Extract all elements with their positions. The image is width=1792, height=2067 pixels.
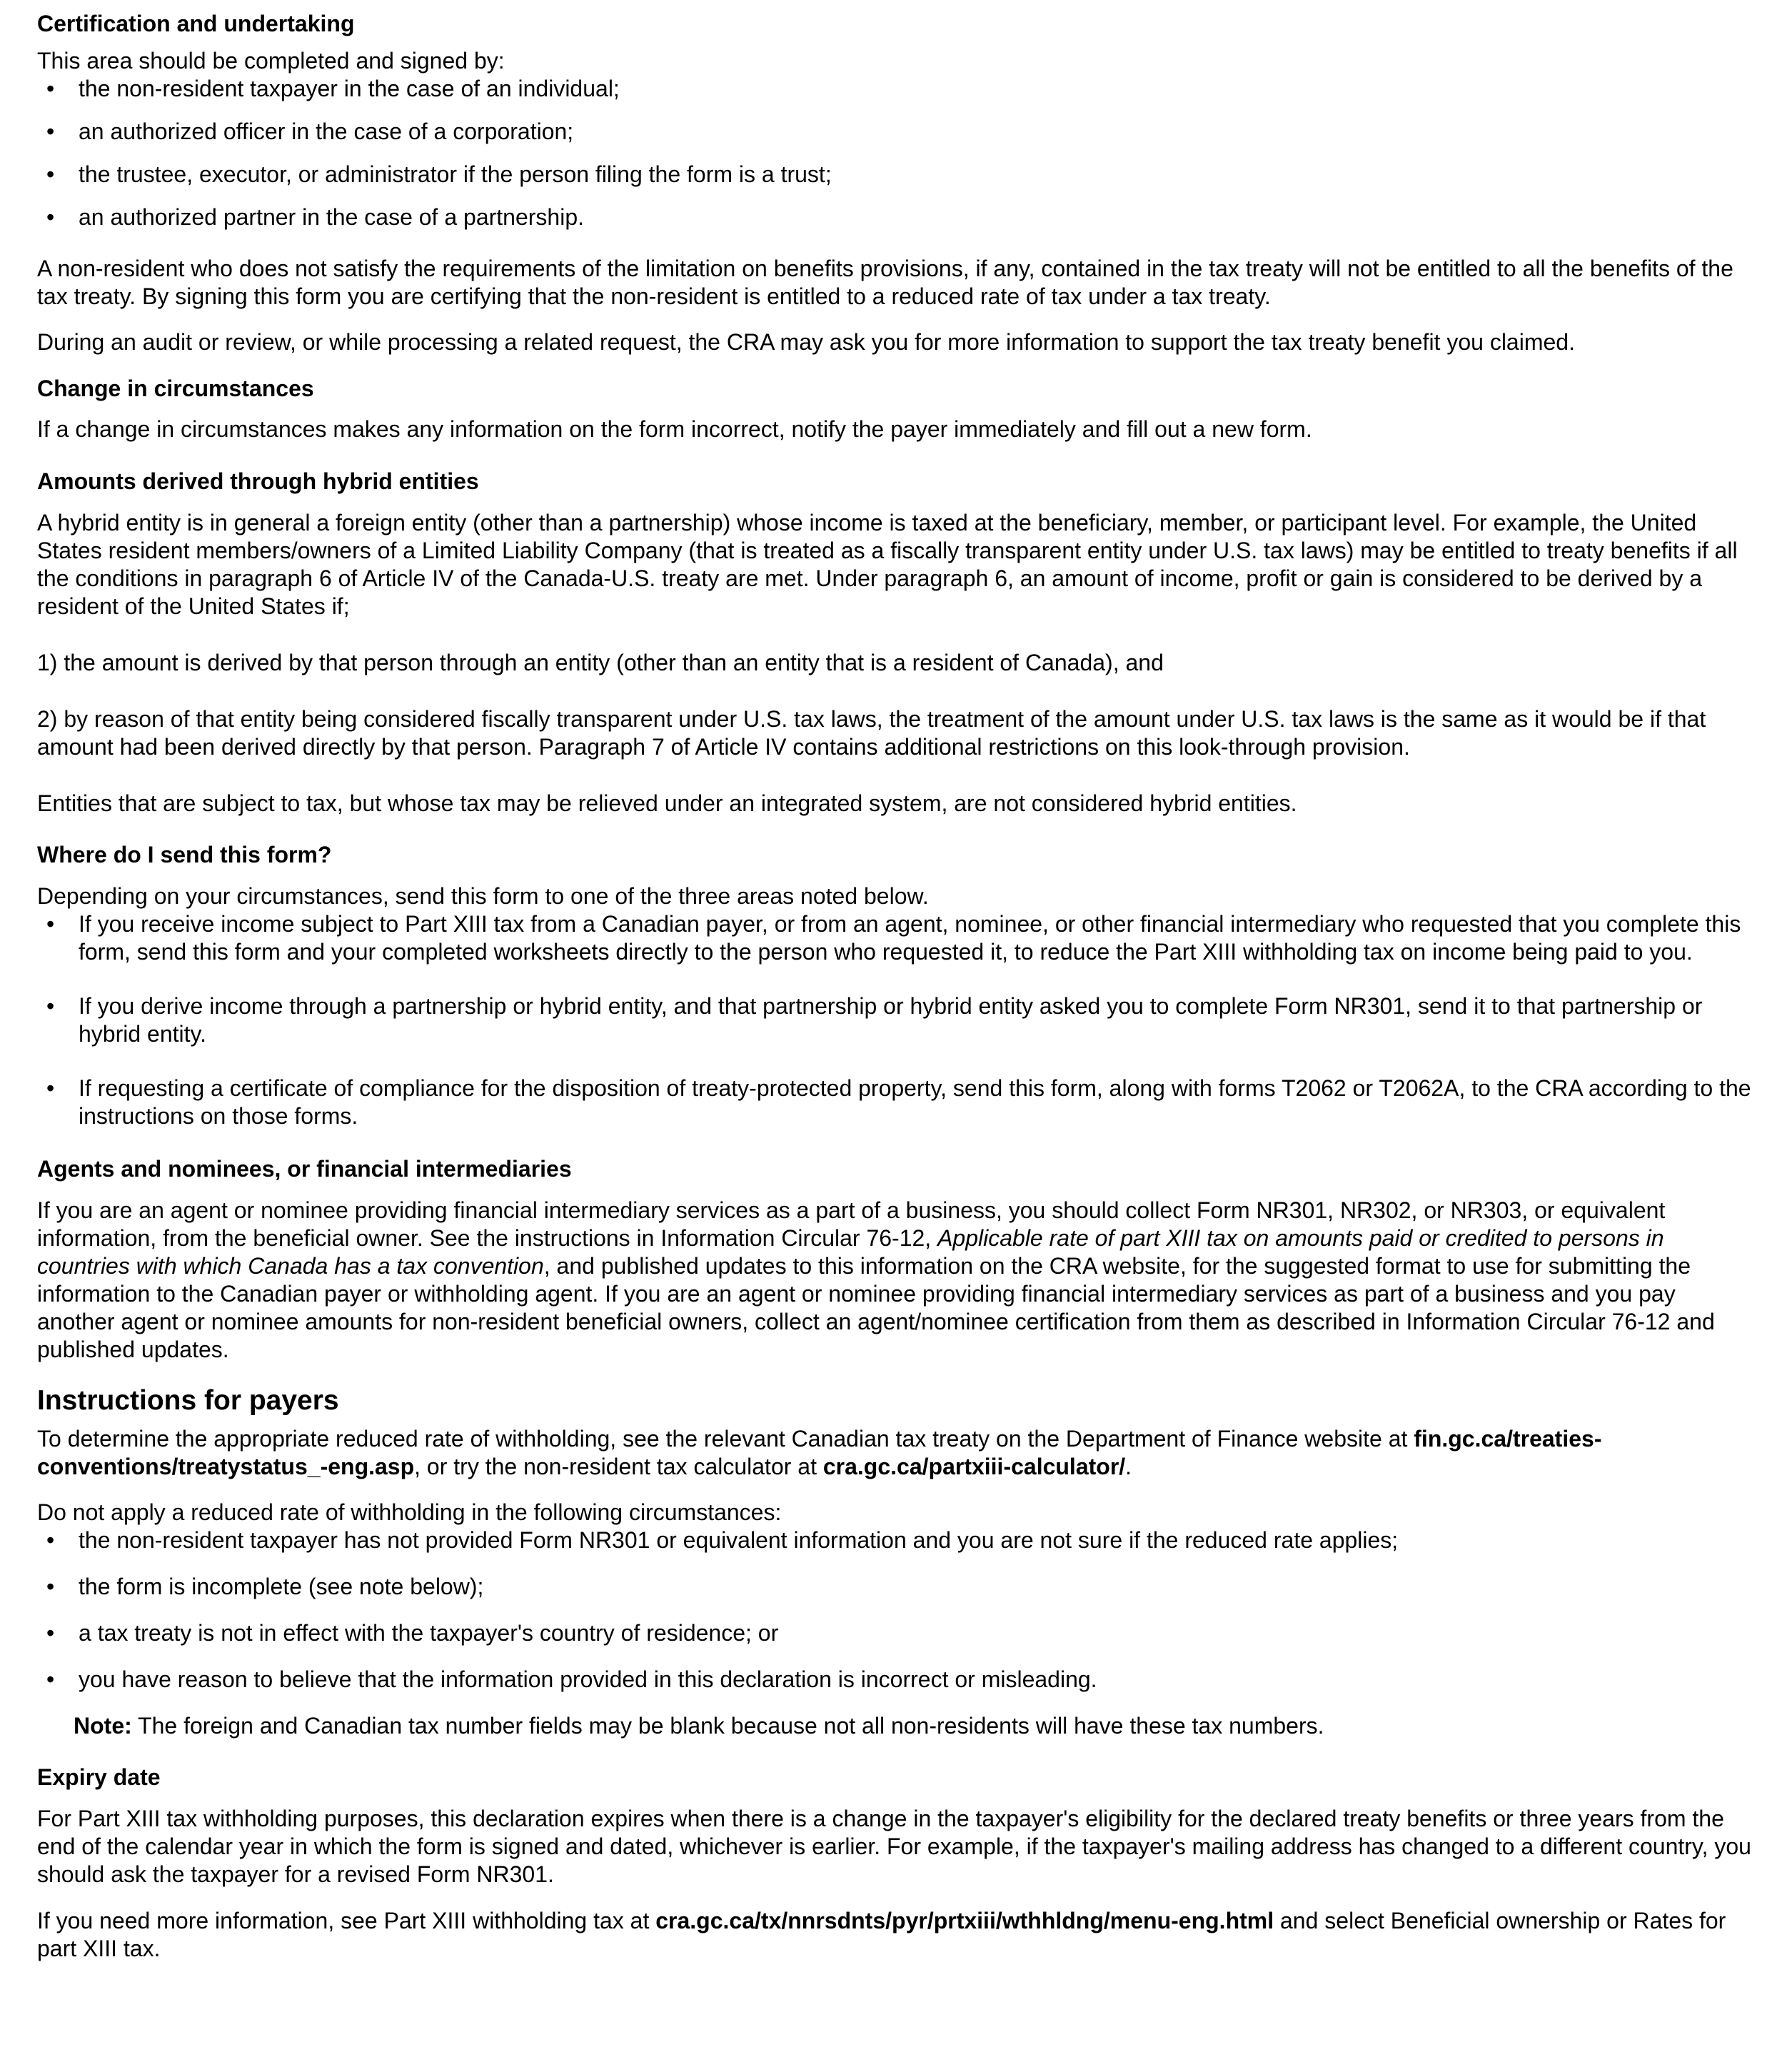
section-heading-certification: Certification and undertaking [37, 11, 355, 36]
payers-circumstances-list [37, 1527, 1758, 1694]
payers-text-b: , or try the non-resident tax calculator at [414, 1454, 823, 1479]
calculator-link[interactable]: cra.gc.ca/partxiii-calculator/ [822, 1454, 1126, 1479]
payers-paragraph [37, 1425, 1758, 1481]
document-page [37, 10, 1758, 1963]
finance-treaty-link[interactable]: fin.gc.ca/treaties-conventions/treatystatus_-eng.asp [37, 1426, 1602, 1479]
payers-text-a: To determine the appropriate reduced rate of withholding, see the relevant Canadian tax treaty on the Department of Finance website at [37, 1426, 1414, 1452]
certification-signers-list [37, 75, 1758, 231]
where-list [37, 910, 1758, 1130]
payers-circumstances-intro: Do not apply a reduced rate of withholding in the following circumstances: [37, 1499, 782, 1525]
list-item: • an authorized partner in the case of a partnership. [37, 203, 1758, 231]
list-item: • If requesting a certificate of compliance for the disposition of treaty-protected property, send this form, along with forms T2062 or T2062A, to the CRA according to the instructions on those forms. [37, 1075, 1758, 1130]
circular-title: Applicable rate of part XIII tax on amounts paid or credited to persons in countries with which Canada has a tax convention [37, 1225, 1664, 1279]
hybrid-integrated-paragraph: Entities that are subject to tax, but whose tax may be relieved under an integrated system, are not considered hybrid entities. [37, 790, 1297, 816]
list-item: • the non-resident taxpayer has not provided Form NR301 or equivalent information and you are not sure if the reduced rate applies; [37, 1527, 1758, 1554]
limitation-benefits-paragraph: A non-resident who does not satisfy the requirements of the limitation on benefits provisions, if any, contained in the tax treaty will not be entitled to all the benefits of the tax treaty. By signing this form you are certifying that the non-resident is entitled to a reduced rate of tax under a tax treaty. [37, 256, 1733, 309]
more-text-b: and select Beneficial ownership or Rates for part XIII tax. [37, 1908, 1726, 1961]
change-paragraph: If a change in circumstances makes any information on the form incorrect, notify the payer immediately and fill out a new form. [37, 416, 1312, 442]
certification-intro: This area should be completed and signed by: [37, 48, 505, 74]
list-item: • a tax treaty is not in effect with the taxpayer's country of residence; or [37, 1619, 1758, 1647]
list-item: • the form is incomplete (see note below); [37, 1573, 1758, 1601]
section-heading-payers: Instructions for payers [37, 1385, 339, 1416]
more-info-paragraph [37, 1907, 1758, 1963]
audit-paragraph: During an audit or review, or while processing a related request, the CRA may ask you for more information to support the tax treaty benefit you claimed. [37, 329, 1575, 355]
hybrid-condition-2: 2) by reason of that entity being considered fiscally transparent under U.S. tax laws, the treatment of the amount under U.S. tax laws is the same as it would be if that amount had been derived directly by that person. Paragraph 7 of Article IV contains additional restrictions on this look-through provision. [37, 706, 1706, 760]
agents-text-a: If you are an agent or nominee providing financial intermediary services as a part of a business, you should collect Form NR301, NR302, or NR303, or equivalent information, from the beneficial owner. See the instructions in Information Circular 76-12, [37, 1197, 1666, 1251]
agents-text-b: , and published updates to this information on the CRA website, for the suggested format to use for submitting the information to the Canadian payer or withholding agent. If you are an agent or nominee providing financial intermediary services as part of a business and you pay another agent or nominee amounts for non-resident beneficial owners, collect an agent/nominee certification from them as described in Information Circular 76-12 and published updates. [37, 1253, 1715, 1362]
section-heading-where: Where do I send this form? [37, 842, 332, 867]
note-label: Note: [74, 1713, 132, 1739]
more-text-a: If you need more information, see Part XIII withholding tax at [37, 1908, 656, 1933]
list-item: • If you derive income through a partnership or hybrid entity, and that partnership or hybrid entity asked you to complete Form NR301, send it to that partnership or hybrid entity. [37, 992, 1758, 1048]
withholding-tax-link[interactable]: cra.gc.ca/tx/nnrsdnts/pyr/prtxiii/wthhldng/menu-eng.html [655, 1908, 1274, 1933]
expiry-paragraph: For Part XIII tax withholding purposes, this declaration expires when there is a change in the taxpayer's eligibility for the declared treaty benefits or three years from the end of the calendar year in which the form is signed and dated, whichever is earlier. For example, if the taxpayer's mailing address has changed to a different country, you should ask the taxpayer for a revised Form NR301. [37, 1806, 1751, 1887]
where-intro: Depending on your circumstances, send this form to one of the three areas noted below. [37, 883, 929, 909]
list-item: • the non-resident taxpayer in the case of an individual; [37, 75, 1758, 103]
list-item: • the trustee, executor, or administrator if the person filing the form is a trust; [37, 161, 1758, 188]
hybrid-paragraph: A hybrid entity is in general a foreign entity (other than a partnership) whose income is taxed at the beneficiary, member, or participant level. For example, the United States resident members/owners of a Limited Liability Company (that is treated as a fiscally transparent entity under U.S. tax laws) may be entitled to treaty benefits if all the conditions in paragraph 6 of Article IV of the Canada-U.S. treaty are met. Under paragraph 6, an amount of income, profit or gain is considered to be derived by a resident of the United States if; [37, 510, 1738, 619]
list-item: • an authorized officer in the case of a corporation; [37, 118, 1758, 146]
agents-paragraph [37, 1197, 1758, 1364]
note-paragraph [37, 1712, 1758, 1740]
note-text: The foreign and Canadian tax number fields may be blank because not all non-residents will have these tax numbers. [131, 1713, 1324, 1739]
list-item: • If you receive income subject to Part XIII tax from a Canadian payer, or from an agent, nominee, or other financial intermediary who requested that you complete this form, send this form and your completed worksheets directly to the person who requested it, to reduce the Part XIII withholding tax on income being paid to you. [37, 910, 1758, 966]
section-heading-change: Change in circumstances [37, 376, 314, 401]
section-heading-hybrid: Amounts derived through hybrid entities [37, 468, 479, 494]
hybrid-condition-1: 1) the amount is derived by that person through an entity (other than an entity that is a resident of Canada), and [37, 650, 1164, 675]
payers-text-c: . [1125, 1454, 1132, 1479]
section-heading-expiry: Expiry date [37, 1764, 161, 1790]
section-heading-agents: Agents and nominees, or financial intermediaries [37, 1156, 572, 1182]
list-item: • you have reason to believe that the information provided in this declaration is incorrect or misleading. [37, 1666, 1758, 1694]
